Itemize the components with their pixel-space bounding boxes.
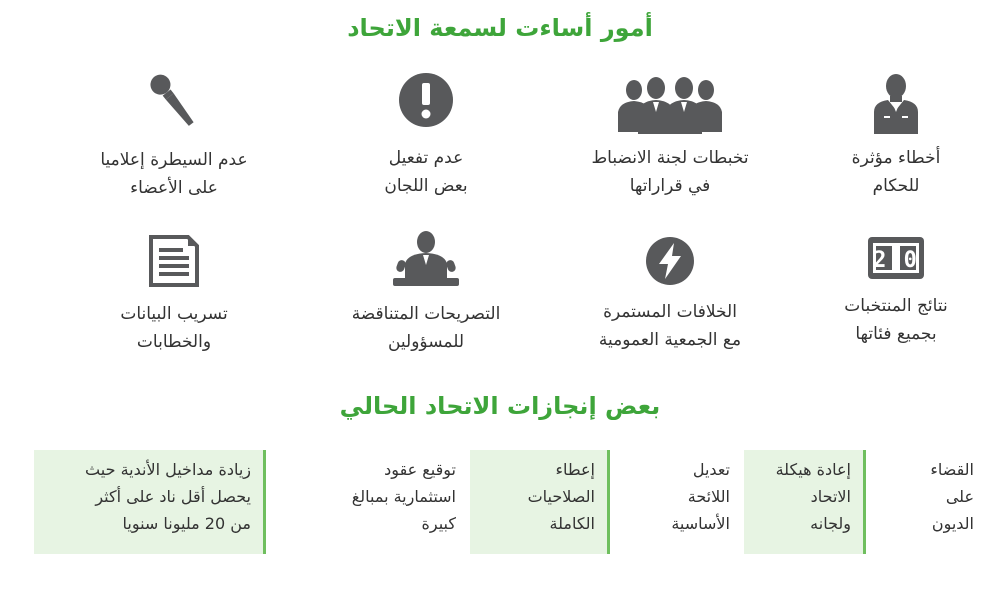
ach-line: القضاء — [930, 460, 974, 479]
problem-general-assembly-disputes — [570, 236, 770, 354]
problem-media-control — [74, 72, 274, 202]
ach-line: توقيع عقود — [384, 460, 456, 479]
label-line: بجميع فئاتها — [855, 324, 937, 344]
problem-data-leaks — [74, 234, 274, 356]
ach-line: إعطاء — [555, 460, 595, 479]
problem-disciplinary-committee — [570, 72, 770, 200]
label-line: نتائج المنتخبات — [844, 296, 948, 316]
label-line: بعض اللجان — [384, 176, 468, 196]
problems-title: أمور أساءت لسمعة الاتحاد — [347, 14, 653, 42]
committee-group-icon — [618, 72, 722, 134]
label-line: الخلافات المستمرة — [603, 302, 737, 322]
label-line: تخبطات لجنة الانضباط — [591, 148, 749, 168]
ach-line: زيادة مداخيل الأندية حيث — [85, 460, 251, 479]
label-line: في قراراتها — [629, 176, 711, 196]
achievement-restructuring — [744, 450, 866, 554]
label-line: عدم تفعيل — [388, 148, 464, 168]
achievement-bylaws — [610, 450, 742, 554]
label-line: على الأعضاء — [130, 178, 218, 198]
ach-line: الأساسية — [671, 514, 730, 533]
document-icon — [148, 234, 200, 288]
achievements-title: بعض إنجازات الاتحاد الحالي — [339, 392, 661, 420]
ach-line: الاتحاد — [810, 487, 851, 506]
label-line: التصريحات المتناقضة — [351, 304, 501, 324]
label-line: تسريب البيانات — [120, 304, 228, 324]
label-line: عدم السيطرة إعلاميا — [100, 150, 248, 170]
press-conference-icon — [391, 230, 461, 288]
label-line: مع الجمعية العمومية — [598, 330, 742, 350]
ach-line: الصلاحيات — [527, 487, 595, 506]
label-line: للمسؤولين — [387, 332, 465, 352]
ach-line: يحصل أقل ناد على أكثر — [95, 487, 251, 506]
lightning-icon — [645, 236, 695, 286]
ach-line: تعديل — [692, 460, 730, 479]
label-line: والخطابات — [136, 332, 212, 352]
problem-national-team-results — [796, 236, 996, 348]
achievement-investment-contracts — [266, 450, 468, 554]
problem-referee-errors — [796, 72, 996, 200]
achievement-debts — [868, 450, 986, 554]
ach-line: اللائحة — [687, 487, 730, 506]
ach-line: ولجانه — [810, 514, 851, 533]
problem-contradictory-statements — [326, 230, 526, 356]
label-line: للحكام — [872, 176, 920, 196]
ach-line: الديون — [931, 514, 974, 533]
ach-line: كبيرة — [421, 514, 456, 533]
referee-icon — [866, 72, 926, 134]
ach-line: استثمارية بمبالغ — [351, 487, 456, 506]
achievement-club-revenues — [34, 450, 266, 554]
scoreboard-icon — [867, 236, 925, 280]
ach-line: على — [945, 487, 974, 506]
ach-line: الكاملة — [549, 514, 595, 533]
problem-inactive-committees — [326, 72, 526, 200]
exclamation-icon — [398, 72, 454, 128]
ach-line: إعادة هيكلة — [775, 460, 851, 479]
scoreboard-score: 2:0 — [873, 248, 919, 273]
microphone-icon — [142, 72, 206, 132]
ach-line: من 20 مليونا سنويا — [122, 514, 251, 533]
label-line: أخطاء مؤثرة — [851, 148, 941, 168]
achievement-full-powers — [470, 450, 610, 554]
